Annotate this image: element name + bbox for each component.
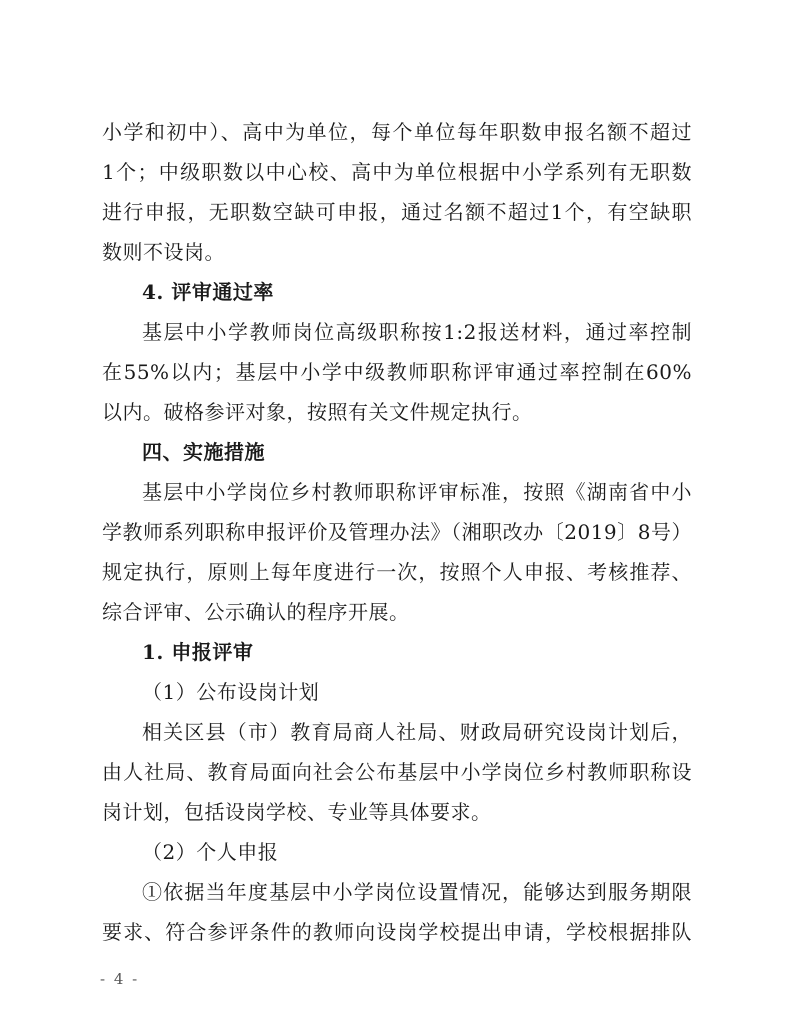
paragraph-line: ①依据当年度基层中小学岗位设置情况，能够达到服务期限 [142, 880, 692, 904]
paragraph-line: 基层中小学教师岗位高级职称按1:2报送材料，通过率控制 [142, 320, 692, 344]
paragraph-line: 在55%以内；基层中小学中级教师职称评审通过率控制在60% [102, 360, 692, 384]
paragraph-line: 1个；中级职数以中心校、高中为单位根据中小学系列有无职数 [102, 160, 692, 184]
paragraph-line: 要求、符合参评条件的教师向设岗学校提出申请，学校根据排队 [102, 920, 692, 944]
paragraph-line: 规定执行，原则上每年度进行一次，按照个人申报、考核推荐、 [102, 560, 692, 584]
subsection-heading: （1）公布设岗计划 [142, 680, 320, 704]
paragraph-line: 学教师系列职称申报评价及管理办法》（湘职改办〔2019〕8号） [102, 520, 692, 544]
page-number: - 4 - [100, 970, 140, 988]
section-heading: 1. 申报评审 [142, 640, 254, 664]
paragraph-line: 综合评审、公示确认的程序开展。 [102, 600, 410, 624]
paragraph-line: 小学和初中）、高中为单位，每个单位每年职数申报名额不超过 [102, 120, 692, 144]
subsection-heading: （2）个人申报 [142, 840, 279, 864]
section-heading: 四、实施措施 [142, 440, 265, 464]
paragraph-line: 进行申报，无职数空缺可申报，通过名额不超过1个，有空缺职 [102, 200, 692, 224]
paragraph-line: 基层中小学岗位乡村教师职称评审标准，按照《湖南省中小 [142, 480, 692, 504]
section-heading: 4. 评审通过率 [142, 280, 274, 304]
paragraph-line: 相关区县（市）教育局商人社局、财政局研究设岗计划后， [142, 720, 692, 744]
paragraph-line: 岗计划，包括设岗学校、专业等具体要求。 [102, 800, 492, 824]
paragraph-line: 由人社局、教育局面向社会公布基层中小学岗位乡村教师职称设 [102, 760, 692, 784]
paragraph-line: 数则不设岗。 [102, 240, 225, 264]
paragraph-line: 以内。破格参评对象，按照有关文件规定执行。 [102, 400, 533, 424]
